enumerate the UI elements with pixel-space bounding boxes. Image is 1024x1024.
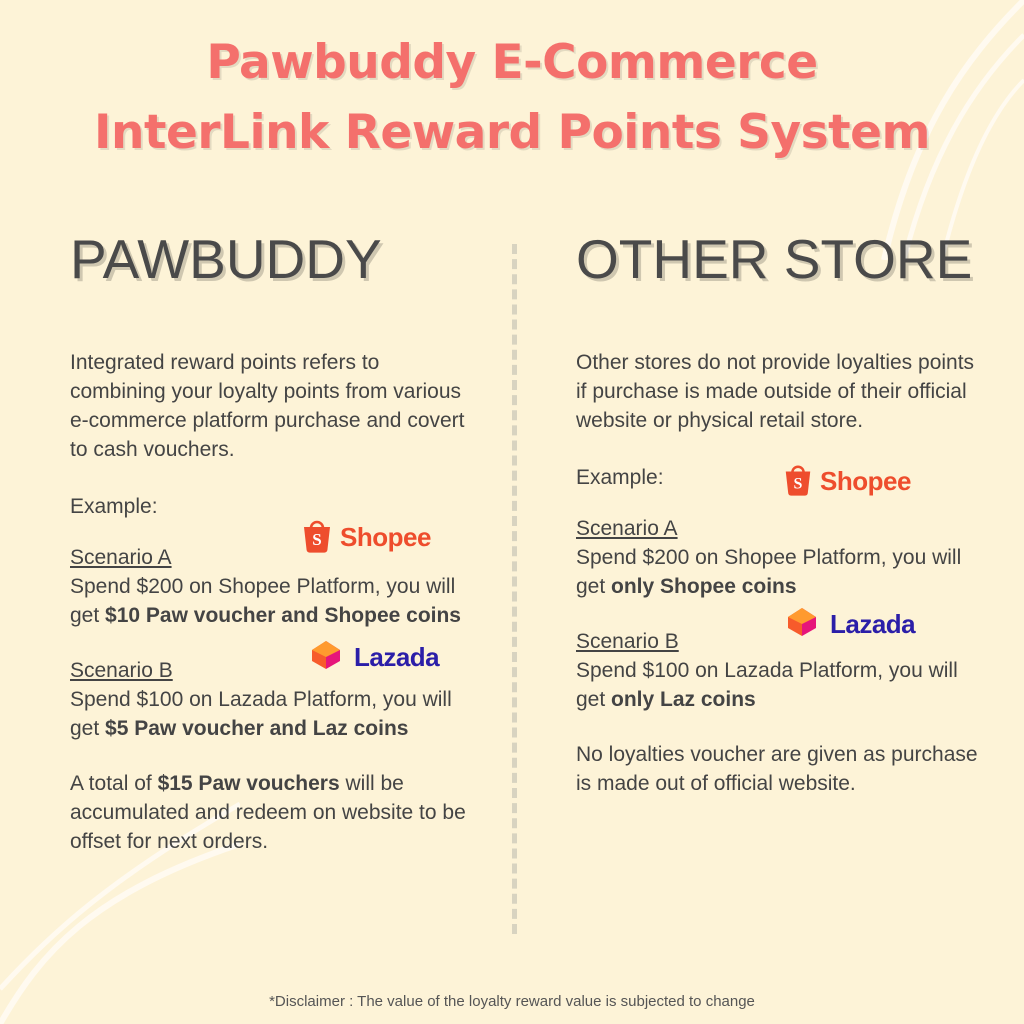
lazada-mark-icon — [782, 605, 824, 644]
pawbuddy-scenario-b-text — [70, 685, 470, 743]
other-store-scenario-a-text-plain: Spend $200 on Shopee Platform, you will get — [576, 546, 962, 598]
lazada-logo-text: Lazada — [354, 642, 440, 672]
lazada-logo — [306, 638, 439, 677]
page-title-line-1: Pawbuddy E-Commerce — [206, 35, 818, 90]
lazada-logo — [782, 605, 915, 644]
lazada-logo-text: Lazada — [830, 609, 916, 639]
other-store-intro-text: Other stores do not provide loyalties points if purchase is made outside of their official website or physical retail store. — [576, 351, 975, 432]
other-store-scenario-a-text — [576, 543, 982, 601]
pawbuddy-scenario-a-text-plain: Spend $200 on Shopee Platform, you will get — [70, 575, 456, 627]
pawbuddy-scenario-b-text-plain: Spend $100 on Lazada Platform, you will get — [70, 688, 452, 740]
shopee-logo — [300, 517, 431, 558]
other-store-closing-text: No loyalties voucher are given as purchase is made out of official website. — [576, 743, 978, 795]
other-store-scenario-a-title: Scenario A — [576, 517, 678, 540]
column-pawbuddy — [0, 228, 512, 884]
pawbuddy-intro-text: Integrated reward points refers to combining your loyalty points from various e-commerce platform purchase and covert to cash vouchers. — [70, 351, 465, 461]
svg-text:S: S — [312, 530, 322, 549]
pawbuddy-scenario-a-text-bold: $10 Paw voucher and Shopee coins — [105, 604, 461, 627]
other-store-scenario-b-text-bold: only Laz coins — [611, 688, 756, 711]
pawbuddy-total-text-bold: $15 Paw vouchers — [157, 772, 340, 795]
column-pawbuddy-heading: PAWBUDDY — [70, 228, 382, 290]
lazada-mark-icon — [306, 638, 348, 677]
shopee-logo-text: Shopee — [820, 466, 911, 496]
other-store-example-label: Example: — [576, 466, 664, 489]
shopee-bag-icon — [782, 462, 814, 501]
pawbuddy-scenario-b-text-bold: $5 Paw voucher and Laz coins — [105, 717, 409, 740]
pawbuddy-example-label: Example: — [70, 495, 158, 518]
other-store-scenario-b-text — [576, 656, 982, 714]
shopee-bag-icon — [300, 517, 334, 558]
shopee-logo — [782, 462, 911, 501]
svg-text:S: S — [793, 475, 803, 493]
pawbuddy-scenario-b-title: Scenario B — [70, 659, 173, 682]
other-store-scenario-a-text-bold: only Shopee coins — [611, 575, 797, 598]
pawbuddy-total-text — [70, 769, 470, 856]
other-store-scenario-b-text-plain: Spend $100 on Lazada Platform, you will get — [576, 659, 958, 711]
page-title — [0, 28, 1024, 168]
page-title-line-2: InterLink Reward Points System — [94, 105, 930, 160]
column-other-store — [512, 228, 1024, 884]
comparison-columns — [0, 228, 1024, 884]
other-store-scenario-b-title: Scenario B — [576, 630, 679, 653]
shopee-logo-text: Shopee — [340, 522, 431, 552]
pawbuddy-total-text-after: will be accumulated and redeem on website to be offset for next orders. — [70, 772, 466, 853]
column-other-store-heading: OTHER STORE — [576, 228, 973, 290]
disclaimer-text: *Disclaimer : The value of the loyalty reward value is subjected to change — [269, 993, 755, 1010]
pawbuddy-scenario-a-title: Scenario A — [70, 546, 172, 569]
pawbuddy-total-text-before: A total of — [70, 772, 158, 795]
pawbuddy-scenario-a-text — [70, 572, 470, 630]
